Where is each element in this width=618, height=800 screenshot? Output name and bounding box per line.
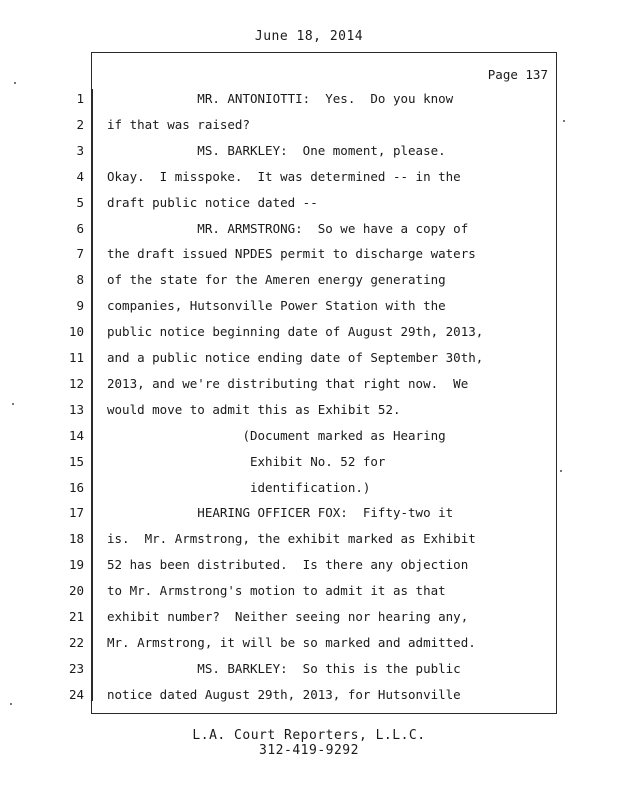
line-number: 10 <box>68 324 84 340</box>
line-text: MS. BARKLEY: So this is the public <box>107 660 461 676</box>
line-text: 52 has been distributed. Is there any objection <box>107 557 469 573</box>
transcript-line <box>0 402 618 428</box>
line-number: 3 <box>76 142 84 158</box>
transcript-line <box>0 221 618 247</box>
line-text: would move to admit this as Exhibit 52. <box>107 401 401 417</box>
scan-speck <box>563 120 565 122</box>
line-number: 8 <box>76 272 84 288</box>
transcript-line <box>0 324 618 350</box>
footer-company: L.A. Court Reporters, L.L.C. <box>192 728 426 743</box>
line-text: if that was raised? <box>107 116 250 132</box>
transcript-date-header: June 18, 2014 <box>254 29 364 44</box>
transcript-line <box>0 480 618 506</box>
line-number: 9 <box>76 298 84 314</box>
transcript-line <box>0 583 618 609</box>
line-number: 12 <box>68 375 84 391</box>
transcript-line <box>0 246 618 272</box>
line-number: 21 <box>68 609 84 624</box>
line-number: 18 <box>68 531 84 547</box>
line-number: 17 <box>68 505 84 521</box>
transcript-line <box>0 454 618 480</box>
transcript-line <box>0 195 618 221</box>
transcript-line <box>0 169 618 195</box>
line-text: is. Mr. Armstrong, the exhibit marked as Exhibit <box>107 531 476 547</box>
scan-speck <box>12 403 14 405</box>
line-text: Okay. I misspoke. It was determined -- in the <box>107 168 461 184</box>
transcript-line <box>0 635 618 661</box>
line-text: identification.) <box>107 479 371 495</box>
line-text: of the state for the Ameren energy generating <box>107 272 446 288</box>
line-text: to Mr. Armstrong's motion to admit it as that <box>107 583 446 599</box>
line-text: and a public notice ending date of September 30th, <box>107 350 484 365</box>
transcript-line <box>0 117 618 143</box>
line-number: 6 <box>76 220 84 236</box>
transcript-line <box>0 376 618 402</box>
line-text: HEARING OFFICER FOX: Fifty-two it <box>107 505 454 521</box>
footer-phone: 312-419-9292 <box>259 743 359 758</box>
line-text: (Document marked as Hearing <box>107 427 446 443</box>
line-text: public notice beginning date of August 29th, 2013, <box>107 324 484 340</box>
scan-speck <box>14 82 16 84</box>
court-reporter-footer <box>0 728 618 758</box>
transcript-line <box>0 609 618 635</box>
line-text: draft public notice dated -- <box>107 194 318 210</box>
scan-speck <box>10 703 12 705</box>
line-text: exhibit number? Neither seeing nor hearing any, <box>107 609 469 624</box>
line-text: MS. BARKLEY: One moment, please. <box>107 142 446 158</box>
line-number: 20 <box>68 583 84 599</box>
transcript-line <box>0 687 618 713</box>
line-number: 11 <box>68 350 84 365</box>
line-number: 16 <box>68 479 84 495</box>
page-number: Page 137 <box>487 67 548 82</box>
transcript-line <box>0 91 618 117</box>
transcript-line <box>0 661 618 687</box>
line-number: 5 <box>76 194 84 210</box>
transcript-line <box>0 557 618 583</box>
line-number: 1 <box>76 91 84 106</box>
transcript-line <box>0 505 618 531</box>
transcript-line <box>0 428 618 454</box>
line-text: Mr. Armstrong, it will be so marked and admitted. <box>107 634 476 650</box>
line-text: companies, Hutsonville Power Station with the <box>107 298 446 314</box>
line-number: 4 <box>76 168 84 184</box>
line-number: 13 <box>68 401 84 417</box>
transcript-line <box>0 298 618 324</box>
line-number: 2 <box>76 116 84 132</box>
line-text: 2013, and we're distributing that right now. We <box>107 375 469 391</box>
line-number: 19 <box>68 557 84 573</box>
line-text: the draft issued NPDES permit to discharge waters <box>107 246 476 262</box>
scan-speck <box>560 470 562 472</box>
line-text: MR. ARMSTRONG: So we have a copy of <box>107 220 469 236</box>
line-number: 22 <box>68 634 84 650</box>
line-number: 15 <box>68 453 84 469</box>
line-number: 23 <box>68 660 84 676</box>
line-number: 7 <box>76 246 84 262</box>
line-text: MR. ANTONIOTTI: Yes. Do you know <box>107 91 454 106</box>
transcript-line <box>0 272 618 298</box>
transcript-line <box>0 531 618 557</box>
line-number: 14 <box>68 427 84 443</box>
line-text: notice dated August 29th, 2013, for Hutsonville <box>107 686 461 702</box>
transcript-line <box>0 350 618 376</box>
transcript-line <box>0 143 618 169</box>
line-number: 24 <box>68 686 84 702</box>
line-text: Exhibit No. 52 for <box>107 453 386 469</box>
